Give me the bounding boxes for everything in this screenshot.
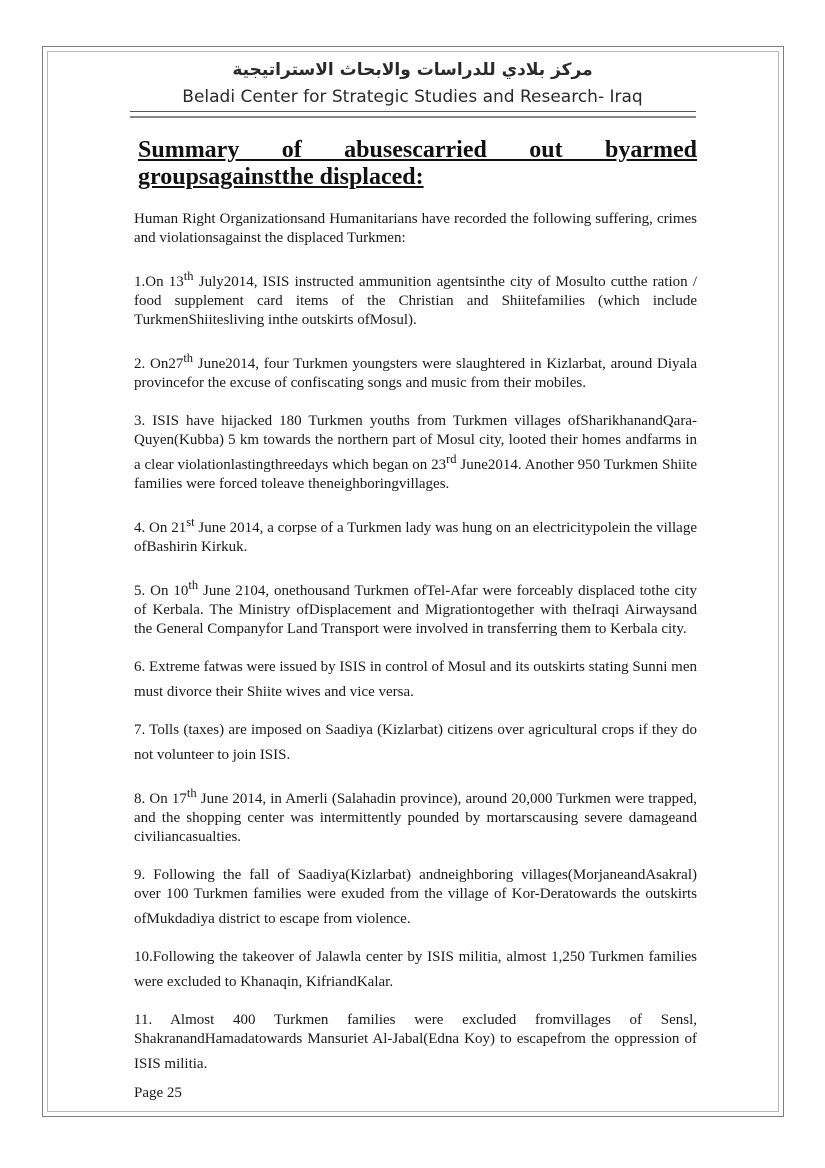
intro-paragraph: Human Right Organizationsand Humanitarians have recorded the following suffering, crimes and violationsagainst the displaced Turkmen: [134, 211, 697, 246]
list-item: 8. On 17th June 2014, in Amerli (Salahadin province), around 20,000 Turkmen were trapped, and the shopping center was intermittently pounded by mortarscausing severe damageand civiliancasualties. [134, 786, 697, 845]
list-item: 6. Extreme fatwas were issued by ISIS in control of Mosul and its outskirts stating Sunni men must divorce their Shiite wives and vice versa. [134, 659, 697, 700]
list-item: 3. ISIS have hijacked 180 Turkmen youths from Turkmen villages ofSharikhanandQara-Quyen(Kubba) 5 km towards the northern part of Mosul city, looted their homes andfarms in a clear violationlastingthreedays which began on 23rd June2014. Another 950 Turkmen Shiite families were forced toleave theneighboringvillages. [134, 413, 697, 492]
list-item: 10.Following the takeover of Jalawla center by ISIS militia, almost 1,250 Turkmen families were excluded to Khanaqin, KifriandKalar. [134, 949, 697, 990]
header-divider [130, 111, 696, 118]
section-title: Summary of abusescarried out byarmed groupsagainstthe displaced: [138, 137, 697, 190]
list-item: 5. On 10th June 2104, onethousand Turkmen ofTel-Afar were forceably displaced tothe city of Kerbala. The Ministry ofDisplacement and Migrationtogether with theIraqi Airwaysand the General Companyfor Land Transport were involved in transferring them to Kerbala city. [134, 578, 697, 637]
header-arabic-title: مركز بلادي للدراسات والابحاث الاستراتيجية [232, 60, 593, 80]
list-item: 9. Following the fall of Saadiya(Kizlarbat) andneighboring villages(MorjaneandAsakral) over 100 Turkmen families were exuded from the village of Kor-Deratowards the outskirts ofMukdadiya district to escape from violence. [134, 867, 697, 927]
list-item: 7. Tolls (taxes) are imposed on Saadiya (Kizlarbat) citizens over agricultural crops if they do not volunteer to join ISIS. [134, 722, 697, 763]
list-item: 1.On 13th July2014, ISIS instructed ammunition agentsinthe city of Mosulto cutthe ration / food supplement card items of the Christian and Shiitefamilies (which include TurkmenShiitesliving inthe outskirts ofMosul). [134, 269, 697, 328]
list-item: 4. On 21st June 2014, a corpse of a Turkmen lady was hung on an electricitypolein the village ofBashirin Kirkuk. [134, 515, 697, 555]
document-body [134, 210, 697, 1093]
page-number: Page 25 [134, 1085, 182, 1101]
list-item: 2. On27th June2014, four Turkmen youngsters were slaughtered in Kizlarbat, around Diyala provincefor the excuse of confiscating songs and music from their mobiles. [134, 351, 697, 391]
header-english-title: Beladi Center for Strategic Studies and Research- Iraq [182, 87, 643, 107]
list-item: 11. Almost 400 Turkmen families were excluded fromvillages of Sensl, ShakranandHamadatowards Mansuriet Al-Jabal(Edna Koy) to escapefrom the oppression of ISIS militia. [134, 1012, 697, 1072]
